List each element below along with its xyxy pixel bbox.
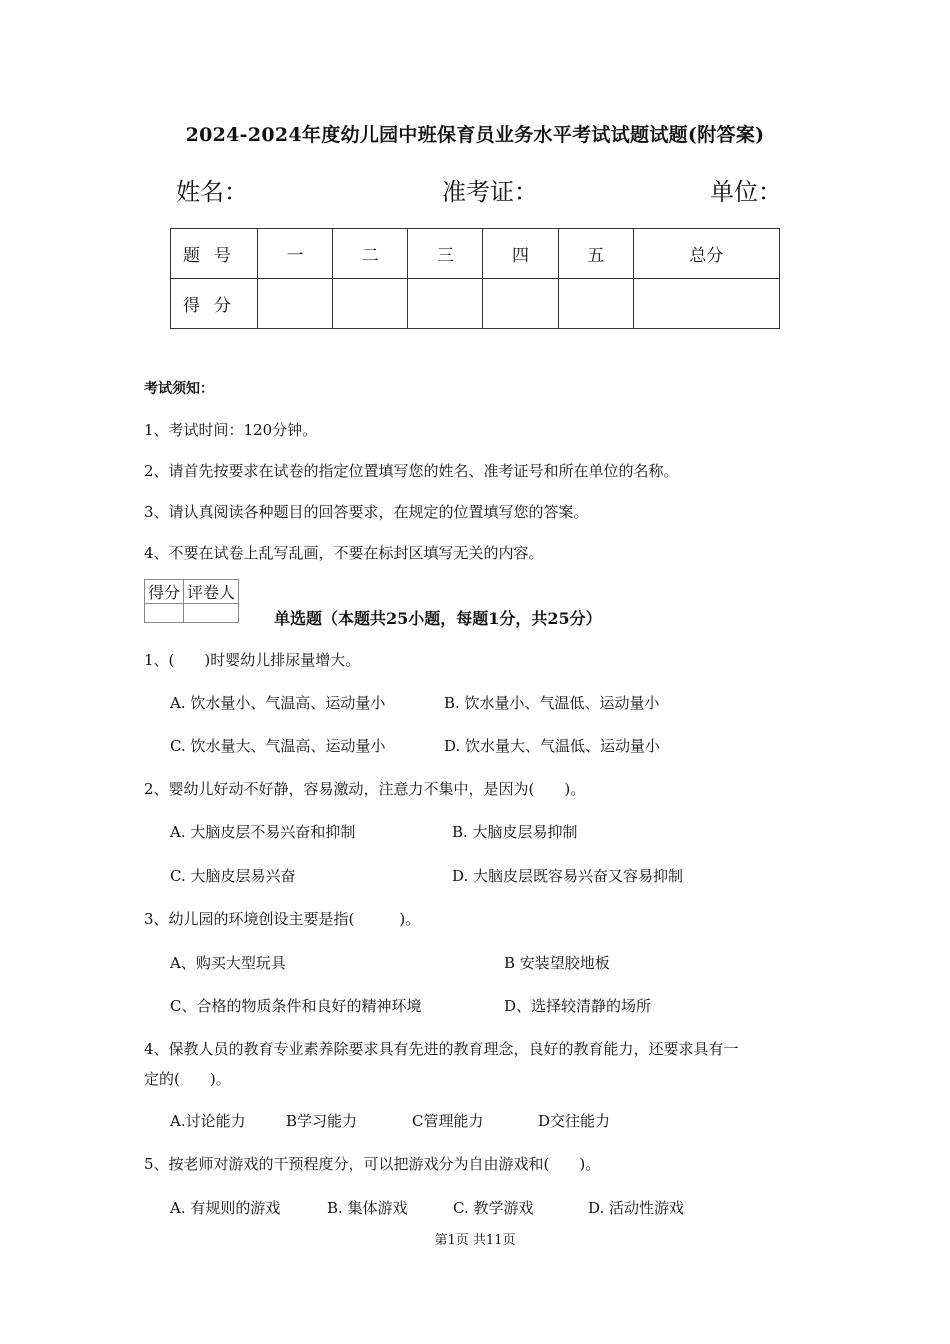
score-column-header: 二 — [333, 229, 408, 279]
score-cell — [633, 279, 779, 329]
question-option: B 安装望胶地板 — [504, 954, 610, 972]
score-cell — [258, 279, 333, 329]
unit-field-label: 单位： — [710, 178, 782, 206]
question-option: A.讨论能力 — [170, 1112, 246, 1130]
question-option: B. 大脑皮层易抑制 — [452, 823, 578, 841]
notice-item: 1、考试时间：120分钟。 — [144, 421, 318, 439]
grader-box — [144, 579, 239, 623]
question-option: C、合格的物质条件和良好的精神环境 — [170, 997, 422, 1015]
question-option: D交往能力 — [538, 1112, 611, 1130]
score-row-label: 得分 — [171, 279, 258, 329]
notice-item: 2、请首先按要求在试卷的指定位置填写您的姓名、准考证号和所在单位的名称。 — [144, 462, 679, 480]
grader-name-cell — [184, 604, 239, 623]
question-option: D. 大脑皮层既容易兴奋又容易抑制 — [452, 867, 684, 885]
score-table-score-row — [171, 279, 780, 329]
notice-item: 4、不要在试卷上乱写乱画，不要在标封区填写无关的内容。 — [144, 544, 544, 562]
question-option: C管理能力 — [412, 1112, 484, 1130]
notice-title: 考试须知： — [144, 381, 214, 397]
score-column-header: 五 — [558, 229, 633, 279]
question-option: A. 大脑皮层不易兴奋和抑制 — [170, 823, 356, 841]
page-footer: 第1页 共11页 — [434, 1233, 516, 1248]
question-option: B. 饮水量小、气温低、运动量小 — [444, 694, 660, 712]
question-option: B. 集体游戏 — [327, 1199, 408, 1217]
score-cell — [408, 279, 483, 329]
score-cell — [558, 279, 633, 329]
grader-score-cell — [145, 604, 184, 623]
question-option: B学习能力 — [286, 1112, 358, 1130]
name-field-label: 姓名： — [176, 178, 248, 206]
question-option: C. 饮水量大、气温高、运动量小 — [170, 737, 386, 755]
question-option: A. 饮水量小、气温高、运动量小 — [170, 694, 386, 712]
grader-score-label: 得分 — [145, 580, 184, 604]
question-stem: 5、按老师对游戏的干预程度分，可以把游戏分为自由游戏和( )。 — [144, 1155, 601, 1173]
score-table-header-row — [171, 229, 780, 279]
exam-number-field-label: 准考证： — [442, 178, 538, 206]
question-option: D. 活动性游戏 — [588, 1199, 685, 1217]
section-title: 单选题（本题共25小题，每题1分，共25分） — [274, 609, 602, 628]
question-option: D. 饮水量大、气温低、运动量小 — [444, 737, 661, 755]
score-column-header: 一 — [258, 229, 333, 279]
question-stem: 2、婴幼儿好动不好静，容易激动，注意力不集中，是因为( )。 — [144, 780, 586, 798]
score-table — [170, 228, 780, 329]
question-stem: 1、( )时婴幼儿排尿量增大。 — [144, 651, 361, 669]
score-cell — [483, 279, 558, 329]
question-option: A、购买大型玩具 — [170, 954, 286, 972]
question-option: C. 大脑皮层易兴奋 — [170, 867, 296, 885]
score-cell — [333, 279, 408, 329]
question-option: C. 教学游戏 — [453, 1199, 534, 1217]
score-column-header: 三 — [408, 229, 483, 279]
question-option: D、选择较清静的场所 — [504, 997, 652, 1015]
score-column-header: 四 — [483, 229, 558, 279]
grader-name-label: 评卷人 — [184, 580, 239, 604]
question-option: A. 有规则的游戏 — [170, 1199, 281, 1217]
question-number-label: 题号 — [171, 229, 258, 279]
question-stem-continued: 定的( )。 — [144, 1070, 231, 1088]
score-column-header: 总分 — [633, 229, 779, 279]
question-stem: 3、幼儿园的环境创设主要是指( )。 — [144, 910, 421, 928]
notice-item: 3、请认真阅读各种题目的回答要求，在规定的位置填写您的答案。 — [144, 503, 589, 521]
question-stem: 4、保教人员的教育专业素养除要求具有先进的教育理念，良好的教育能力，还要求具有一 — [144, 1040, 739, 1058]
page-title: 2024-2024年度幼儿园中班保育员业务水平考试试题试题(附答案) — [185, 124, 765, 146]
